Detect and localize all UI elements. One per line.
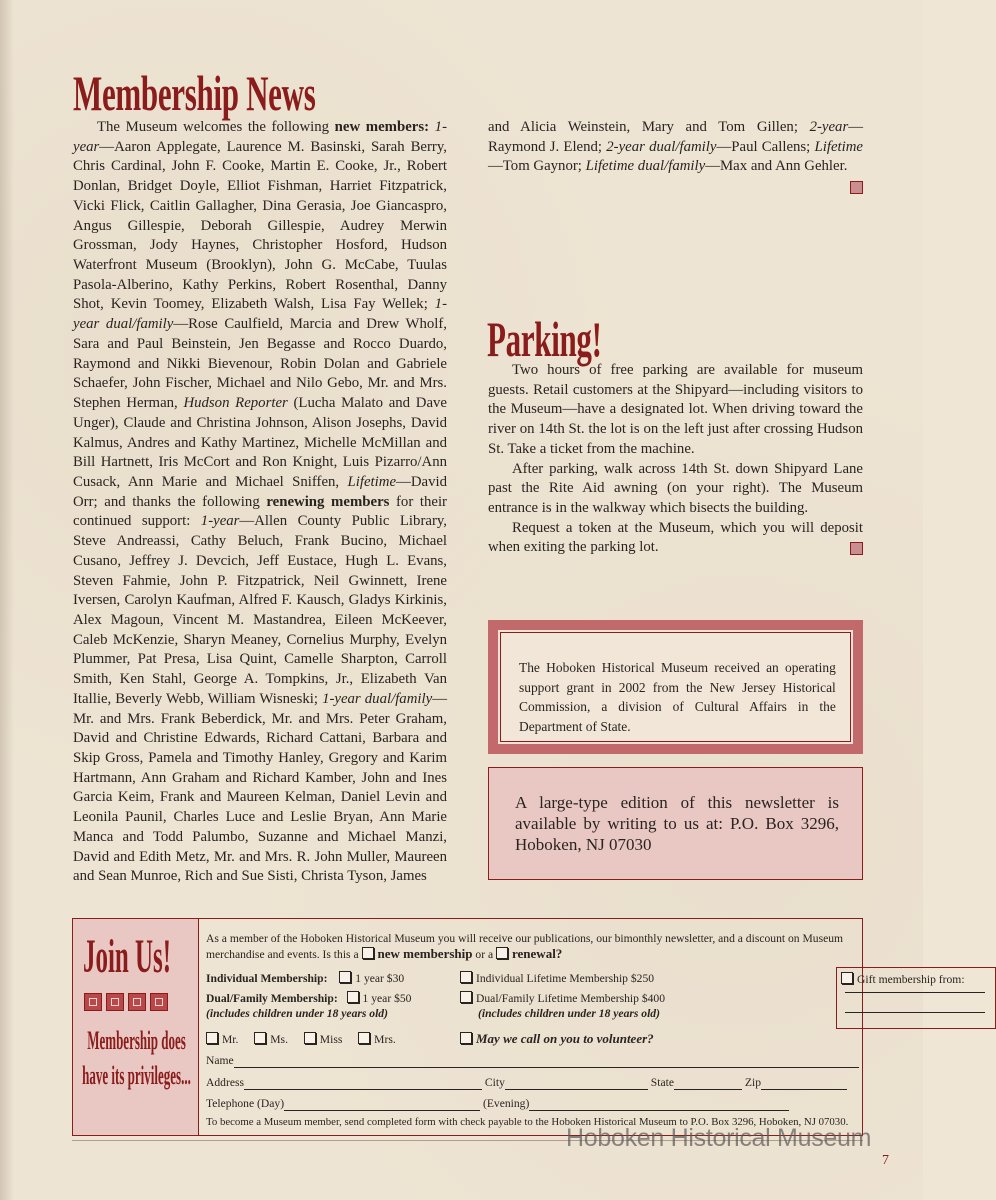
dual-membership-row: Dual/Family Membership: 1 year $50 <box>206 992 412 1005</box>
name-field[interactable] <box>234 1056 859 1068</box>
membership-column-left <box>73 118 447 887</box>
decorative-square-icon <box>84 993 102 1011</box>
dual-lifetime-option: Dual/Family Lifetime Membership $400 <box>460 991 665 1006</box>
dual-lifetime-checkbox[interactable] <box>460 991 472 1003</box>
new-membership-checkbox[interactable] <box>362 947 374 959</box>
zip-field[interactable] <box>761 1078 847 1090</box>
gift-line-1[interactable] <box>845 992 985 993</box>
grant-notice-text: The Hoboken Historical Museum received an operating support grant in 2002 from the New Jersey Historical Commission, a division of Cultural Affairs in the Department of State. <box>519 661 836 735</box>
parking-paragraph-2: After parking, walk across 14th St. down Shipyard Lane past the Rite Aid awning (on your right). The Museum entrance is in the walkway which bisects the building. <box>488 460 863 517</box>
gift-membership-box <box>836 967 996 1029</box>
individual-lifetime-option: Individual Lifetime Membership $250 <box>460 971 654 986</box>
form-fields-area <box>206 919 965 1135</box>
miss-checkbox[interactable] <box>304 1032 316 1044</box>
salutation-row: Mr. Ms. Miss Mrs. <box>206 1032 396 1047</box>
parking-paragraph-1: Two hours of free parking are available for museum guests. Retail customers at the Shipyard—including visitors to the Museum—have a designated lot. When driving toward the river on 14th St. the lot is on the left just after crossing Hudson St. Take a ticket from the machine. <box>488 362 863 457</box>
mr-checkbox[interactable] <box>206 1032 218 1044</box>
membership-column-right <box>488 118 863 194</box>
address-field-row: Address City State Zip <box>206 1075 847 1090</box>
large-type-notice-text: A large-type edition of this newsletter is available by writing to us at: P.O. Box 3296, Hoboken, NJ 07030 <box>515 793 839 854</box>
renewal-checkbox[interactable] <box>496 947 508 959</box>
join-us-panel <box>73 919 199 1135</box>
page-fold-shadow <box>0 0 14 1200</box>
grant-inner-frame <box>500 632 851 742</box>
decorative-square-icon <box>106 993 124 1011</box>
dual-1yr-checkbox[interactable] <box>347 991 359 1003</box>
renew-dual-continued: and Alicia Weinstein, Mary and Tom Gillen; <box>488 119 810 135</box>
decorative-square-icon <box>128 993 146 1011</box>
mrs-checkbox[interactable] <box>358 1032 370 1044</box>
individual-1yr-checkbox[interactable] <box>339 971 351 983</box>
membership-news-body: The Museum welcomes the following new members: 1-year—Aaron Applegate, Laurence M. Basinski, Sarah Berry, Chris Cardinal, John F. Cooke, Martin E. Cooke, Jr., Robert Donlan, Bridget Doyle, Elliot Fishman, Harriet Fitzpatrick, Vicki Flick, Caitlin Gallagher, Dina Gerasia, Joe Giancaspro, Angus Gillespie, Deborah Gillespie, Audrey Merwin Grossman, Jody Haynes, Christopher Hosford, Hudson Waterfront Museum (Brooklyn), John G. McCabe, Tuulas Pasola-Alberino, Kathy Perkins, Robert Rosenthal, Danny Shot, Kevin Toomey, Elizabeth Walsh, Lisa Fay Wellek; 1-year dual/family—Rose Caulfield, Marcia and Drew Wholf, Sara and Paul Beinstein, Jen Begasse and Rocco Duardo, Raymond and Nikki Bievenour, Robin Dolan and Gabriele Schaefer, John Fischer, Michael and Nilo Gebo, Mr. and Mrs. Stephen Herman, Hudson Reporter (Lucha Malato and Dave Unger), Claude and Christina Johnson, Alison Josephs, David Kalmus, Andres and Kathy Martinez, Michelle McMillan and Bill Hartnett, Iris McCort and Ron Knight, Luis Pizarro/Ann Cusack, Ann Marie and Michael Sniffen, Lifetime—David Orr; and thanks the following renewing members for their continued support: 1-year—Allen County Public Library, Steve Andreassi, Cathy Beluch, Frank Bucino, Michael Cusano, Jeffrey J. Devcich, Jeff Eustace, Hugh L. Evans, Steven Fahmie, John P. Fitzpatrick, Neil Gwinnett, Irene Iversen, Carolyn Kaufman, Alfred F. Kausch, Gladys Kirkinis, Alex Magoun, Vincent M. Mastandrea, Eileen McKeever, Caleb McKenzie, Sharyn Meaney, Cornelius Murphy, Evelyn Plummer, Pat Presa, Lisa Quint, Camelle Sharpton, Carroll Smith, Ken Stahl, George A. Tompkins, Jr., Elizabeth Van Itallie, Beverly Webb, William Wisneski; 1-year dual/family—Mr. and Mrs. Frank Beberdick, Mr. and Mrs. Peter Graham, David and Christine Edwards, Richard Cattani, Barbara and Skip Gross, Pamela and Timothy Hanley, Gregory and Karim Hartmann, Ann Graham and Richard Kamber, John and Ines Garcia Keim, Frank and Maureen Kelman, Daniel Levin and Leonila Paunil, Charles Luce and Leslie Bryan, Ann Marie Manca and Todd Palumbo, Suzanne and Michael Manzi, David and Edith Metz, Mr. and Mrs. R. John Muller, Maureen and Sean Munroe, Rich and Sue Sisti, Christa Tyson, James <box>73 119 448 885</box>
state-field[interactable] <box>674 1078 742 1090</box>
lifetime-label: Lifetime <box>814 138 863 155</box>
individual-lifetime-checkbox[interactable] <box>460 971 472 983</box>
renew-2yr-text: —Raymond J. Elend; <box>488 119 863 155</box>
form-footer: To become a Museum member, send completed form with check payable to the Hoboken Historical Museum to P.O. Box 3296, Hoboken, NJ 07030. <box>206 1116 849 1128</box>
end-mark-icon <box>850 181 863 194</box>
volunteer-option: May we call on you to volunteer? <box>460 1031 654 1046</box>
name-field-row: Name <box>206 1053 859 1068</box>
children-note: (includes children under 18 years old) <box>206 1007 388 1020</box>
end-mark-icon <box>850 542 863 555</box>
parking-heading: Parking! <box>487 311 602 367</box>
parking-paragraph-3: Request a token at the Museum, which you will deposit when exiting the parking lot. <box>488 519 863 556</box>
children-note-lifetime: (includes children under 18 years old) <box>478 1007 660 1020</box>
renew-2yr-dual-text: —Paul Callens; <box>716 138 815 155</box>
watermark: Hoboken Historical Museum <box>566 1124 872 1152</box>
membership-news-heading: Membership News <box>73 65 316 121</box>
grant-notice-box <box>488 620 863 754</box>
decorative-square-icon <box>150 993 168 1011</box>
renew-lifetime-dual-text: —Max and Ann Gehler. <box>705 158 848 175</box>
telephone-evening-field[interactable] <box>529 1099 789 1111</box>
volunteer-checkbox[interactable] <box>460 1032 472 1044</box>
join-us-title: Join Us! <box>83 930 172 983</box>
membership-form <box>72 918 965 1136</box>
page-number: 7 <box>882 1153 889 1168</box>
parking-article <box>488 361 863 558</box>
lifetime-dual-label: Lifetime dual/family <box>585 158 706 175</box>
renew-lifetime-text: —Tom Gaynor; <box>488 158 586 175</box>
address-field[interactable] <box>244 1078 482 1090</box>
membership-news-continued <box>488 118 863 177</box>
telephone-day-field[interactable] <box>284 1099 480 1111</box>
large-type-notice-box <box>488 767 863 880</box>
gift-checkbox[interactable] <box>841 972 853 984</box>
join-us-tagline: Membership does have its privileges... <box>82 1026 191 1090</box>
two-year-label: 2-year <box>809 119 849 135</box>
ms-checkbox[interactable] <box>254 1032 266 1044</box>
telephone-field-row: Telephone (Day) (Evening) <box>206 1096 789 1111</box>
gift-line-2[interactable] <box>845 1012 985 1013</box>
individual-membership-row: Individual Membership: 1 year $30 <box>206 972 405 985</box>
gift-option: Gift membership from: <box>841 972 965 987</box>
decorative-squares <box>84 993 168 1011</box>
form-intro: As a member of the Hoboken Historical Museum you will receive our publications, our bimonthly newsletter, and a discount on Museum merchandise and events. Is this a new membership or a renewal? <box>206 932 844 961</box>
city-field[interactable] <box>505 1078 648 1090</box>
two-year-dual-label: 2-year dual/family <box>606 138 717 155</box>
